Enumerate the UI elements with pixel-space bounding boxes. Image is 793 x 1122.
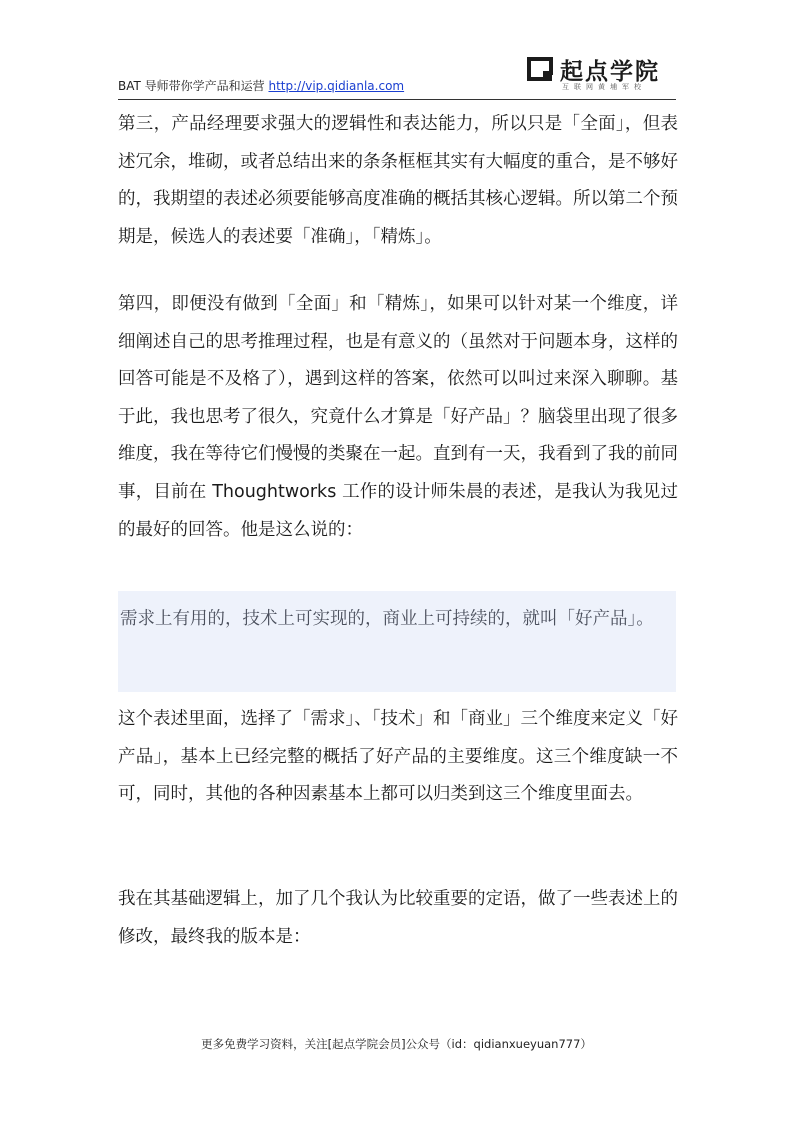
paragraph-version: 我在其基础逻辑上，加了几个我认为比较重要的定语，做了一些表述上的修改，最终我的版本是：: [118, 889, 678, 947]
logo-title: 起点学院: [560, 59, 660, 85]
paragraph-third: 第三，产品经理要求强大的逻辑性和表达能力，所以只是「全面」，但表述冗余，堆砌，或者总结出来的条条框框其实有大幅度的重合，是不够好的，我期望的表述必须要能够高度准确的概括其核心逻辑。所以第二个预期是，候选人的表述要「准确」，「精炼」。: [118, 114, 678, 247]
qidian-logo: [526, 54, 674, 92]
header-prefix: BAT 导师带你学产品和运营: [118, 79, 269, 93]
paragraph-fourth: 第四，即便没有做到「全面」和「精炼」，如果可以针对某一个维度，详细阐述自己的思考推理过程，也是有意义的（虽然对于问题本身，这样的回答可能是不及格了），遇到这样的答案，依然可以叫过来深入聊聊。基于此，我也思考了很久，究竟什么才算是「好产品」？脑袋里出现了很多维度，我在等待它们慢慢的类聚在一起。直到有一天，我看到了我的前同事，目前在 Thoughtworks 工作的设计师朱晨的表述，是我认为我见过的最好的回答。他是这么说的：: [118, 294, 678, 540]
paragraph-analysis: 这个表述里面，选择了「需求」、「技术」和「商业」三个维度来定义「好产品」，基本上已经完整的概括了好产品的主要维度。这三个维度缺一不可，同时，其他的各种因素基本上都可以归类到这三个维度里面去。: [118, 709, 678, 805]
quote-block: [118, 591, 676, 692]
page-header: [118, 50, 676, 100]
logo-subtitle: 互联网黄埔军校: [562, 83, 646, 91]
page-footer: 更多免费学习资料，关注[起点学院会员]公众号（id：qidianxueyuan777）: [201, 1037, 592, 1051]
header-divider: [118, 99, 676, 100]
header-link[interactable]: http://vip.qidianla.com: [268, 79, 405, 93]
quote-text: 需求上有用的，技术上可实现的，商业上可持续的，就叫「好产品」。: [120, 609, 654, 629]
qidian-logo-icon: [526, 56, 554, 84]
header-text: [118, 77, 404, 94]
